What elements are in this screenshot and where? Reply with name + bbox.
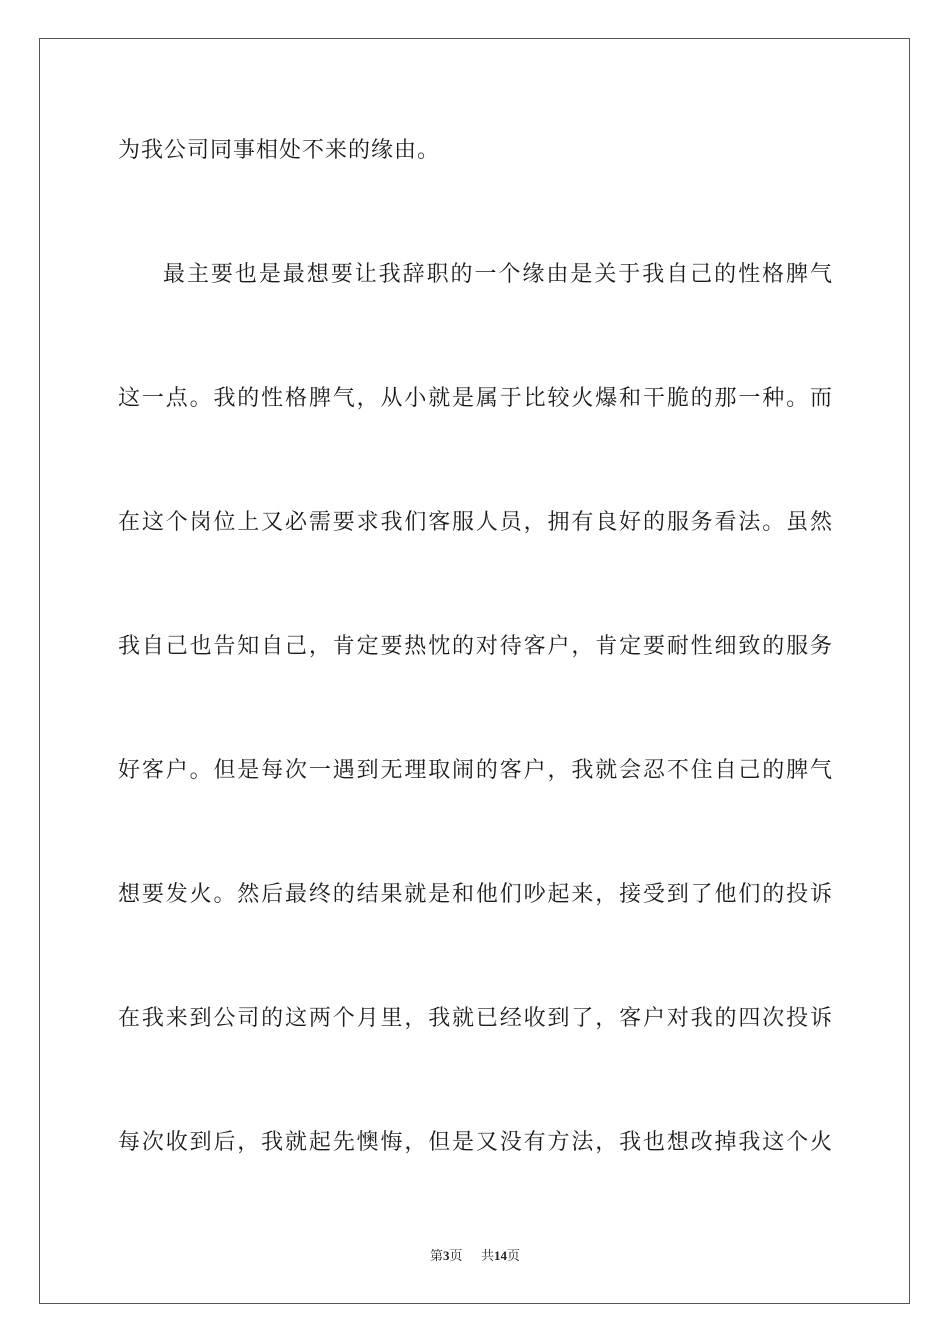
page-prefix: 第 xyxy=(429,1248,443,1263)
text-line-4: 在这个岗位上又必需要求我们客服人员，拥有良好的服务看法。虽然 xyxy=(118,510,832,535)
total-prefix: 共 xyxy=(481,1248,495,1263)
text-line-3: 这一点。我的性格脾气，从小就是属于比较火爆和干脆的那一种。而 xyxy=(118,386,832,411)
page-number: 3 xyxy=(442,1248,450,1263)
text-line-2: 最主要也是最想要让我辞职的一个缘由是关于我自己的性格脾气 xyxy=(163,262,832,287)
text-line-9: 每次收到后，我就起先懊悔，但是又没有方法，我也想改掉我这个火 xyxy=(118,1130,832,1155)
text-line-8: 在我来到公司的这两个月里，我就已经收到了，客户对我的四次投诉 xyxy=(118,1006,832,1031)
text-line-1: 为我公司同事相处不来的缘由。 xyxy=(118,138,441,163)
text-line-5: 我自己也告知自己，肯定要热忱的对待客户，肯定要耐性细致的服务 xyxy=(118,634,832,659)
page-border xyxy=(39,38,910,1304)
text-line-7: 想要发火。然后最终的结果就是和他们吵起来，接受到了他们的投诉 xyxy=(118,882,832,907)
text-line-6: 好客户。但是每次一遇到无理取闹的客户，我就会忍不住自己的脾气 xyxy=(118,758,832,783)
total-pages: 14 xyxy=(494,1248,508,1263)
page-footer xyxy=(0,1247,950,1265)
page-suffix: 页 xyxy=(449,1248,463,1263)
total-suffix: 页 xyxy=(507,1248,521,1263)
